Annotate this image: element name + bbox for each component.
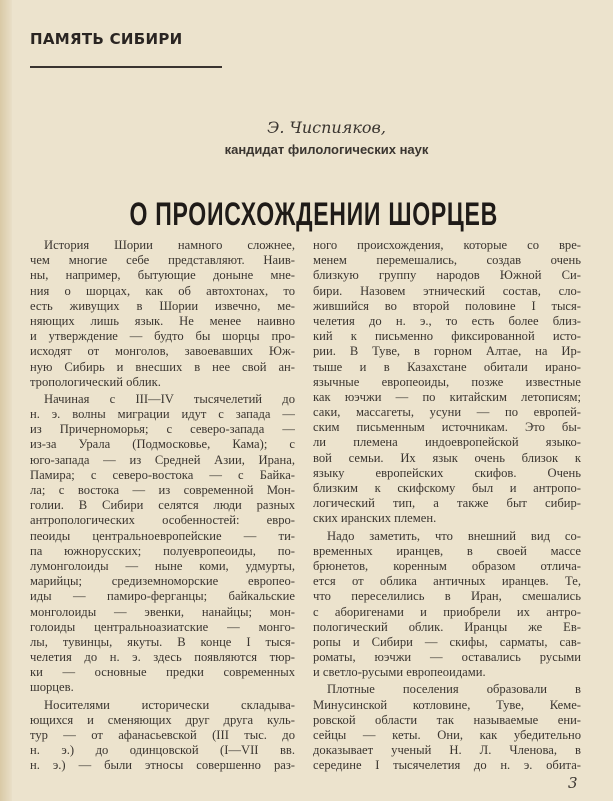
text-line: голоиды центральноазиатские — монго- <box>30 619 295 634</box>
paragraph <box>30 392 295 696</box>
text-line: язычные европеоиды, позже известные <box>313 374 581 389</box>
text-line: Носителями исторически складыва- <box>44 697 295 712</box>
text-line: середине I тысячелетия до н. э. обита- <box>313 758 581 773</box>
author-name: Э. Чиспияков, <box>267 118 386 137</box>
text-line: антропологических особенностей: евро- <box>30 513 295 528</box>
text-line: с аборигенами и приобрели их антро- <box>313 604 581 619</box>
text-line: из-за Урала (Подмосковье, Кама); с <box>30 437 295 452</box>
text-line: ную Сибирь и внесших в нее свой ан- <box>30 359 295 374</box>
text-line: ющихся и сменяющих друг друга куль- <box>30 712 295 727</box>
text-line: логический тип, а также быт сибир- <box>313 496 581 511</box>
page-number: 3 <box>568 774 578 792</box>
text-line: ны, например, бытующие доныне мне- <box>30 268 295 283</box>
text-line: пологический облик. Иранцы же Ев- <box>313 619 581 634</box>
text-line: языку европейских скифов. Очень <box>313 465 581 480</box>
text-line: ного происхождения, которые со вре- <box>313 238 581 252</box>
text-line: что переселились в Иран, смешались <box>313 589 581 604</box>
section-rubric: ПАМЯТЬ СИБИРИ <box>30 30 183 48</box>
text-line: как юэчжи — по китайским летописям; <box>313 389 581 404</box>
text-line: саки, массагеты, усуни — по европей- <box>313 405 581 420</box>
text-line: па южнорусских; полуевропеоиды, по- <box>30 543 295 558</box>
text-line: шорцев. <box>30 680 74 695</box>
text-line: есть живущих в Шории извечно, ме- <box>30 298 295 313</box>
text-line: из Причерноморья; с северо-запада — <box>30 422 295 437</box>
paragraph <box>30 238 295 390</box>
text-line: голии. В Сибири селятся люди разных <box>30 498 295 513</box>
text-line: челетия до н. э., то есть более близ- <box>313 313 581 328</box>
text-line: чем многие себе представляют. Наив- <box>30 253 295 268</box>
paragraph <box>30 698 295 774</box>
text-line: Надо заметить, что внешний вид со- <box>327 528 581 543</box>
text-column-right <box>313 238 581 776</box>
text-line: жившийся во второй половине I тыся- <box>313 298 581 313</box>
text-line: тропологический облик. <box>30 374 161 389</box>
text-line: н. э.) до одинцовской (I—VII вв. <box>30 743 295 758</box>
text-line: челетия до н. э. здесь появляются тюр- <box>30 650 295 665</box>
paragraph <box>313 682 581 773</box>
text-line: близким к скифскому был и антропо- <box>313 481 581 495</box>
text-line: кий к письменно фиксированной исто- <box>313 329 581 344</box>
text-line: лы, тувинцы, якуты. В конце I тыся- <box>30 634 295 649</box>
text-line: ровской области так называемые ени- <box>313 712 581 727</box>
text-line: монголоиды — эвенки, нанайцы; мон- <box>30 604 295 619</box>
text-line: ропы и Сибири — скифы, сарматы, сав- <box>313 634 581 649</box>
text-line: менем перемешались, создав очень <box>313 253 581 268</box>
text-line: и утверждение — будто бы шорцы про- <box>30 329 295 344</box>
text-line: ли племена индоевропейской языко- <box>313 435 581 450</box>
text-line: тур — от афанасьевской (III тыс. до <box>30 728 295 742</box>
text-line: Памира; с северо-востока — с Байка- <box>30 467 295 482</box>
text-line: ния о шорцах, как об автохтонах, то <box>30 283 295 298</box>
text-line: н. э.) — были этносы совершенно раз- <box>30 758 295 773</box>
text-line: вой семьи. Их язык очень близок к <box>313 450 581 465</box>
text-line: Плотные поселения образовали в <box>327 682 581 697</box>
text-line: лумонголоиды — ныне коми, удмурты, <box>30 558 295 573</box>
text-line: История Шории намного сложнее, <box>44 238 295 252</box>
text-line: и светло-русыми европеоидами. <box>313 665 486 680</box>
text-line: ла; с востока — из современной Мон- <box>30 483 295 497</box>
text-line: временных иранцев, в своей массе <box>313 543 581 558</box>
article-title: О ПРОИСХОЖДЕНИИ ШОРЦЕВ <box>129 196 498 232</box>
paragraph <box>313 238 581 527</box>
author-degree: кандидат филологических наук <box>224 142 429 157</box>
text-column-left <box>30 238 295 776</box>
rubric-underline <box>30 66 222 68</box>
text-line: юго-запада — из Средней Азии, Ирана, <box>30 452 295 467</box>
text-line: бири. Назовем этнический состав, сло- <box>313 283 581 298</box>
text-line: брюнетов, коренным образом отлича- <box>313 558 581 573</box>
text-line: близкую группу народов Южной Си- <box>313 268 581 283</box>
text-line: сейцы — кеты. Они, как убедительно <box>313 728 581 742</box>
text-line: иды — памиро-ферганцы; байкальские <box>30 589 295 604</box>
text-line: Минусинской котловине, Туве, Кеме- <box>313 697 581 712</box>
text-line: тыше и в Казахстане обитали ирано- <box>313 359 581 374</box>
text-line: роматы, юэчжи — оставались русыми <box>313 650 581 665</box>
text-line: исходят от монголов, завоевавших Юж- <box>30 344 295 359</box>
paragraph <box>313 529 581 681</box>
text-line: рии. В Туве, в горном Алтае, на Ир- <box>313 344 581 359</box>
text-line: н. э. волны миграции идут с запада — <box>30 407 295 422</box>
text-line: ки — основные предки современных <box>30 665 295 680</box>
text-line: Начиная с III—IV тысячелетий до <box>44 391 295 406</box>
text-line: ется от облика античных иранцев. Те, <box>313 574 581 589</box>
text-line: пеоиды центральноевропейские — ти- <box>30 528 295 543</box>
text-line: доказывает ученый Н. Л. Членова, в <box>313 743 581 758</box>
text-line: ских иранских племен. <box>313 511 437 526</box>
text-line: марийцы; средиземноморские европео- <box>30 574 295 589</box>
text-line: ским письменным источникам. Это бы- <box>313 420 581 435</box>
text-line: няющих лишь язык. Не менее наивно <box>30 313 295 328</box>
